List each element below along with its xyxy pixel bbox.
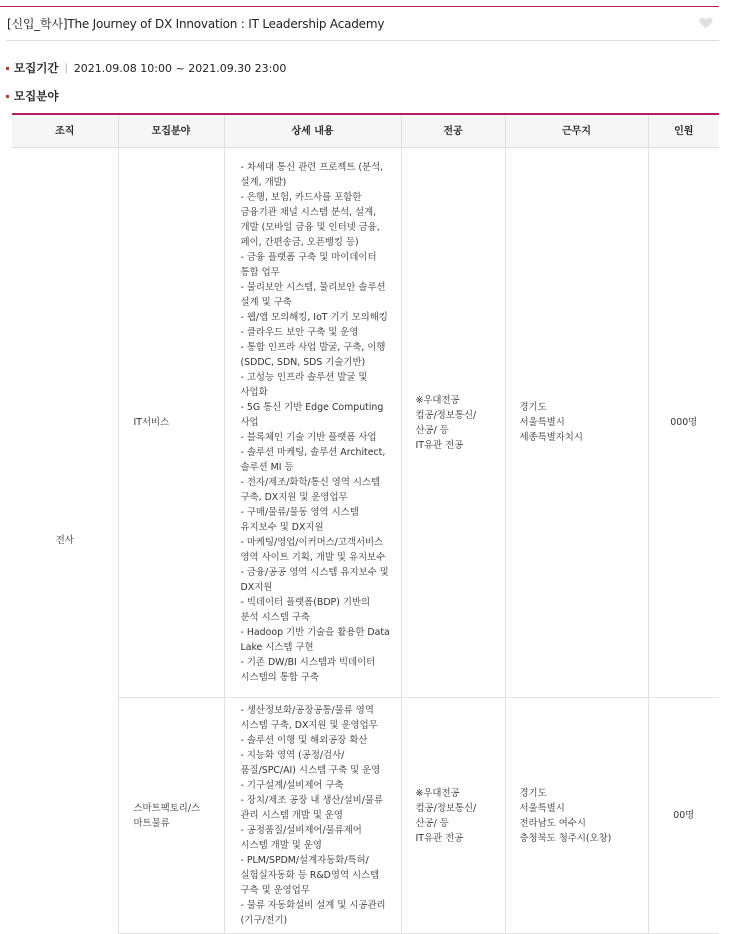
detail-item: - 공정품질/설비제어/물류제어 시스템 개발 및 운영 [240,825,362,851]
detail-item: - 기존 DW/BI 시스템과 빅데이터 시스템의 통합 구축 [240,657,376,683]
detail-item: - 솔루션 이행 및 해외공장 확산 [240,735,368,746]
count-cell: 000명 [648,148,719,698]
detail-cell [224,148,401,698]
location-cell [505,698,648,934]
detail-item: - 장치/제조 공장 내 생산/설비/물류 관리 시스템 개발 및 운영 [240,795,384,821]
location-line: 충청북도 청주시(오창) [519,832,612,844]
major-cell [401,698,505,934]
field-line: 스마트팩토리/스 [133,802,201,814]
major-line: IT유관 전공 [415,832,464,844]
location-line: 세종특별자치시 [519,432,583,443]
location-cell [505,148,648,698]
detail-item: - 기구설계/설비제어 구축 [240,780,344,791]
detail-item: - 5G 통신 기반 Edge Computing 사업 [240,402,384,428]
header-location: 근무지 [505,114,648,148]
detail-item: - 금융 플랫폼 구축 및 마이데이터 통합 업무 [240,252,377,278]
detail-item: - 블록체인 기술 기반 플랫폼 사업 [240,432,377,443]
location-line: 경기도 [519,787,547,799]
period-label: 모집기간 [14,61,59,75]
table-row [12,698,719,934]
field-cell [118,698,224,934]
detail-item: - 물리보안 시스템, 물리보안 솔루션 설계 및 구축 [240,282,386,308]
detail-item: - 전자/제조/화학/통신 영역 시스템 구축, DX지원 및 운영업무 [240,477,381,503]
detail-item: - 빅데이터 플랫폼(BDP) 기반의 분석 시스템 구축 [240,597,371,623]
location-line: 경기도 [519,402,547,413]
major-line: 산공/ 등 [415,424,449,436]
field-line: IT서비스 [133,417,170,428]
detail-item: - 솔루션 마케팅, 솔루션 Architect, 솔루션 MI 등 [240,447,386,473]
detail-item: - 금융/공공 영역 시스템 유지보수 및 DX지원 [240,567,389,593]
table-row [12,148,719,698]
section-label: 모집분야 [14,89,59,103]
major-line: ※우대전공 [415,787,460,799]
header-field: 모집분야 [118,114,224,148]
period-value: 2021.09.08 10:00 ~ 2021.09.30 23:00 [73,61,287,75]
major-line: ※우대전공 [415,394,460,406]
detail-item: - 마케팅/영업/이커머스/고객서비스 영역 사이트 기획, 개발 및 유지보수 [240,537,386,563]
header-major: 전공 [401,114,505,148]
detail-item: - 차세대 통신 관련 프로젝트 (분석, 설계, 개발) [240,162,384,188]
major-line: 컴공/정보통신/ [415,802,477,814]
major-line: 컴공/정보통신/ [415,409,477,421]
separator: | [64,62,68,74]
detail-cell [224,698,401,934]
recruit-table [12,113,719,934]
header-count: 인원 [648,114,719,148]
major-line: IT유관 전공 [415,439,464,451]
table-header-row [12,114,719,148]
detail-item: - Hadoop 기반 기술을 활용한 Data Lake 시스템 구현 [240,627,390,653]
detail-item: - 물류 자동화설비 설계 및 시공관리 (기구/전기) [240,900,386,926]
org-cell: 전사 [55,535,74,547]
header-org: 조직 [12,114,118,148]
location-line: 전라남도 여수시 [519,817,586,829]
detail-item: - 통합 인프라 사업 발굴, 구축, 이행 (SDDC, SDN, SDS 기술기반) [240,342,386,368]
detail-item: - 구매/물류/물동 영역 시스템 유지보수 및 DX지원 [240,507,359,533]
location-line: 서울특별시 [519,802,565,814]
recruit-period [6,60,286,76]
posting-header [6,7,719,41]
heart-icon[interactable] [699,14,719,33]
header-detail: 상세 내용 [224,114,401,148]
detail-item: - PLM/SPDM/설계자동화/특허/실험실자동화 등 R&D영역 시스템 구축 및 운영업무 [240,855,380,896]
detail-item: - 고성능 인프라 솔루션 발굴 및 사업화 [240,372,368,398]
section-heading [6,88,58,104]
bullet-icon [6,67,9,70]
posting-title: [신입_학사]The Journey of DX Innovation : IT Leadership Academy [7,17,385,31]
major-cell [401,148,505,698]
field-line: 마트물류 [133,817,170,829]
detail-item: - 클라우드 보안 구축 및 운영 [240,327,359,338]
detail-item: - 생산정보화/공장공통/물류 영역 시스템 구축, DX지원 및 운영업무 [240,705,378,731]
detail-item: - 은행, 보험, 카드사를 포함한 금융기관 채널 시스템 분석, 설계, 개발 (모바일 금융 및 인터넷 금융, 페이, 간편송금, 오픈뱅킹 등) [240,192,380,248]
count-cell: 00명 [648,698,719,934]
bullet-icon [6,95,9,98]
detail-item: - 지능화 영역 (공정/검사/품질/SPC/AI) 시스템 구축 및 운영 [240,750,381,776]
detail-item: - 웹/앱 모의해킹, IoT 기기 모의해킹 [240,312,388,323]
field-cell [118,148,224,698]
major-line: 산공/ 등 [415,817,449,829]
location-line: 서울특별시 [519,417,565,428]
